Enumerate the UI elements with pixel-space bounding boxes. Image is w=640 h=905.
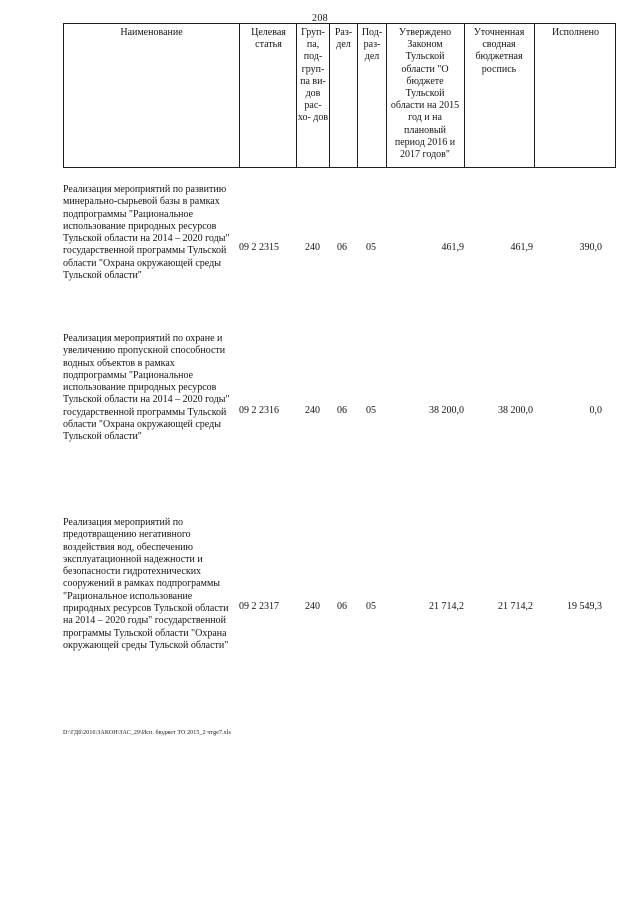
row-name: Реализация мероприятий по предотвращению негативного воздействия вод, обеспечению эксплуатационной надежности и безопасности гидротехнических сооружений в рамках подпрограммы "Рациональное использование природных ресурсов Тульской области на 2014 – 2020 годы" государственной программы Тульской области "Охрана окружающей среды Тульской области"	[63, 517, 229, 651]
row-executed: 0,0	[589, 405, 602, 416]
row-section: 06	[337, 242, 347, 253]
row-approved: 21 714,2	[429, 601, 464, 612]
row-revised: 38 200,0	[498, 405, 533, 416]
column-divider	[386, 24, 387, 167]
row-section: 06	[337, 405, 347, 416]
page-number: 208	[312, 13, 328, 24]
row-approved: 461,9	[441, 242, 464, 253]
header-revised: Уточненная сводная бюджетная роспись	[473, 27, 525, 75]
row-target-article: 09 2 2316	[239, 405, 279, 416]
row-target-article: 09 2 2315	[239, 242, 279, 253]
row-expense-group: 240	[305, 242, 320, 253]
column-divider	[534, 24, 535, 167]
row-target-article: 09 2 2317	[239, 601, 279, 612]
file-path-footer: D:\ГДб\2016\ЗАКОН\ЗАС_29\Исп. бюджет ТО 2015_2 чтgе7.xls	[63, 730, 231, 736]
row-revised: 461,9	[510, 242, 533, 253]
row-name: Реализация мероприятий по охране и увеличению пропускной способности водных объектов в рамках подпрограммы "Рациональное использование природных ресурсов Тульской области на 2014 – 2020 годы" государственной программы Тульской области "Охрана окружающей среды Тульской области"	[63, 333, 230, 443]
row-revised: 21 714,2	[498, 601, 533, 612]
row-section: 06	[337, 601, 347, 612]
header-subsection: Под- раз- дел	[361, 27, 383, 63]
header-expense-group: Груп- па, под- груп- па ви- дов рас- хо- дов	[297, 27, 329, 124]
row-subsection: 05	[366, 242, 376, 253]
row-approved: 38 200,0	[429, 405, 464, 416]
header-approved: Утверждено Законом Тульской области "О бюджете Тульской области на 2015 год и на плановый период 2016 и 2017 годов"	[390, 27, 460, 161]
header-target-article: Целевая статья	[251, 27, 286, 51]
header-name: Наименование	[120, 27, 183, 38]
row-executed: 19 549,3	[567, 601, 602, 612]
row-name: Реализация мероприятий по развитию минерально-сырьевой базы в рамках подпрограммы "Рациональное использование природных ресурсов Тульской области на 2014 – 2020 годы" государственной программы Тульской области "Охрана окружающей среды Тульской области"	[63, 184, 230, 282]
header-section: Раз- дел	[334, 27, 353, 51]
row-subsection: 05	[366, 405, 376, 416]
table-header	[63, 23, 616, 168]
row-expense-group: 240	[305, 601, 320, 612]
header-executed: Исполнено	[551, 27, 599, 38]
column-divider	[239, 24, 240, 167]
row-subsection: 05	[366, 601, 376, 612]
row-expense-group: 240	[305, 405, 320, 416]
row-executed: 390,0	[579, 242, 602, 253]
column-divider	[464, 24, 465, 167]
